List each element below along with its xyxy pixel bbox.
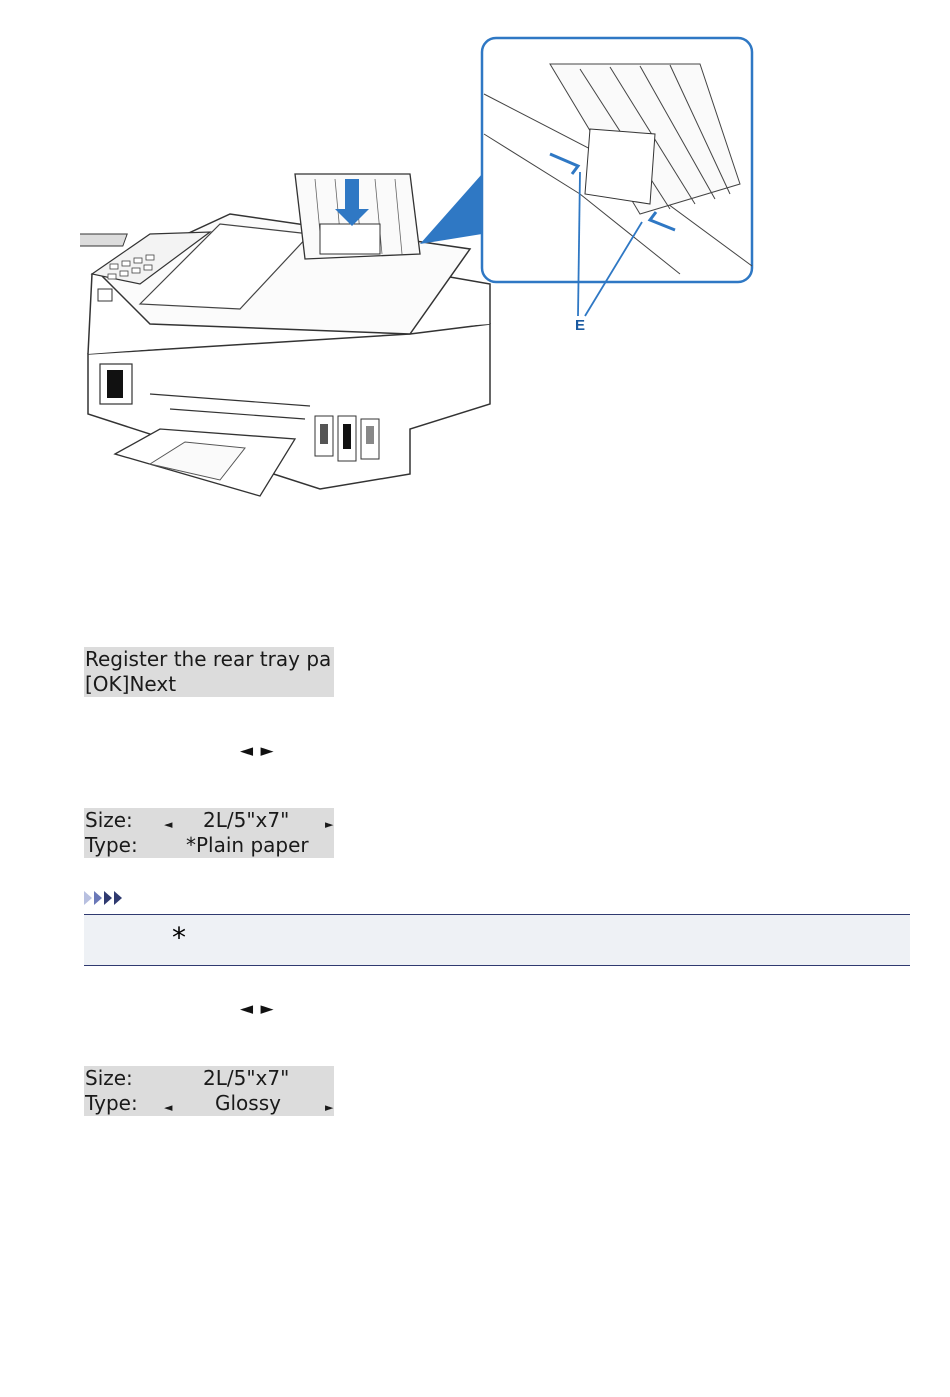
right-arrow-icon: ► [325, 818, 334, 831]
size-label: Size: [85, 1066, 133, 1090]
lcd-ok-next: [OK]Next [85, 672, 177, 696]
lcd-size-row [84, 1066, 334, 1091]
left-arrow-icon: ◄ [164, 818, 173, 831]
note-icon [84, 888, 132, 908]
size-value: 2L/5"x7" [203, 1066, 290, 1090]
left-right-arrow-icons: ◄ ► [240, 741, 275, 761]
size-label: Size: [85, 808, 133, 832]
left-arrow-icon: ◄ [164, 1101, 173, 1114]
lcd-size-select-screen [84, 808, 334, 858]
type-label: Type: [85, 833, 138, 857]
left-right-arrow-icons: ◄ ► [240, 999, 275, 1019]
lcd-size-row [84, 808, 334, 833]
printer-illustration [80, 34, 760, 504]
lcd-message: Register the rear tray pa [85, 647, 332, 671]
asterisk-symbol: * [172, 921, 186, 954]
lcd-type-row [84, 1091, 334, 1116]
lcd-type-select-screen [84, 1066, 334, 1116]
type-label: Type: [85, 1091, 138, 1115]
lcd-line [84, 647, 334, 672]
lcd-register-screen [84, 647, 334, 697]
note-box [84, 914, 910, 966]
type-value: *Plain paper [186, 833, 309, 857]
type-value: Glossy [215, 1091, 281, 1115]
lcd-type-row [84, 833, 334, 858]
right-arrow-icon: ► [325, 1101, 334, 1114]
size-value: 2L/5"x7" [203, 808, 290, 832]
lcd-line [84, 672, 334, 697]
callout-label-e: E [575, 317, 586, 334]
